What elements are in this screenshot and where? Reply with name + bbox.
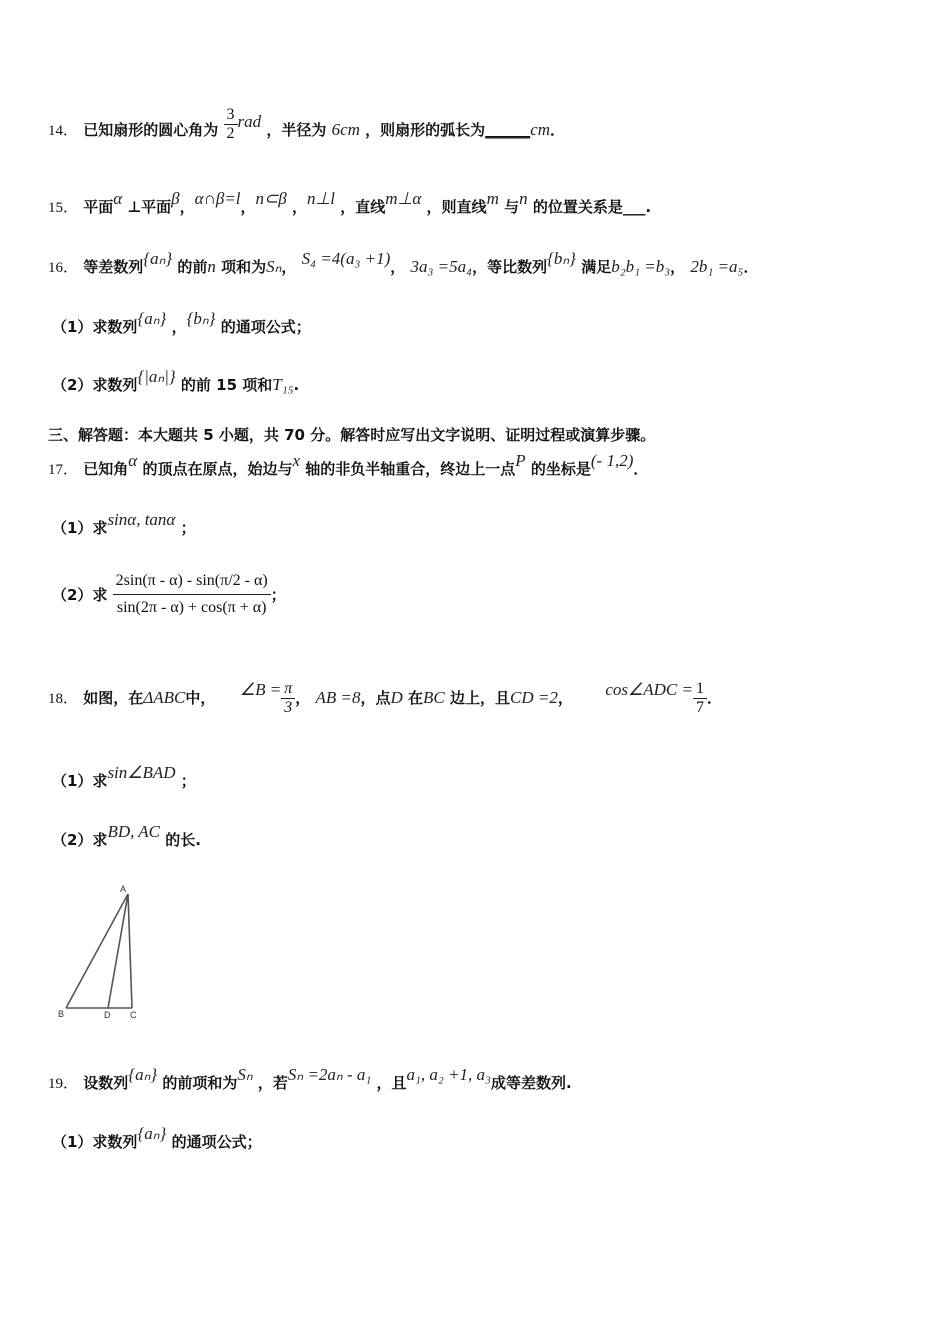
q17-part-1: （1）求sinα, tanα ； (52, 510, 196, 537)
q14-radius: 6cm (331, 120, 360, 139)
vertex-c-label: C (130, 1010, 137, 1020)
q16-part-2: （2）求数列{|aₙ|} 的前 15 项和T₁₅. (52, 367, 300, 394)
question-19: 19． 设数列{aₙ} 的前项和为Sₙ ，若Sₙ =2aₙ - a₁ ，且a₁, a₂ +1, a₃成等差数列. (48, 1065, 572, 1092)
triangle-figure (50, 880, 160, 1020)
vertex-d-label: D (104, 1010, 111, 1020)
q14-angle-fraction: $\frac{3}{2}$ (224, 106, 238, 143)
q14-text-3: ，则扇形的弧长为 (365, 121, 486, 139)
q17-number: 17． (48, 462, 79, 478)
q14-text-1: 已知扇形的圆心角为 (83, 121, 219, 139)
vertex-b-label: B (58, 1009, 65, 1019)
q16-number: 16． (48, 260, 79, 276)
question-17: 17． 已知角α 的顶点在原点，始边与x 轴的非负半轴重合，终边上一点P 的坐标是(- 1,2)． (48, 451, 649, 478)
side-ac (128, 894, 132, 1008)
q17-expression-fraction: $\frac{2\sin(\pi - \alpha) - \sin(\pi/2 - \alpha)}{\sin(2\pi - \alpha) + \cos(\pi + \alpha)}$ (113, 572, 271, 617)
section-3-heading: 三、解答题：本大题共 5 小题，共 70 分。解答时应写出文字说明、证明过程或演算步骤。 (48, 426, 656, 444)
q19-number: 19． (48, 1076, 79, 1092)
q14-unit-rad: rad (237, 112, 262, 131)
question-18: 18． 如图，在ΔABC中， ∠B = $\frac{\pi}{3}$ ， AB =8，点D 在BC 边上，且CD =2， cos∠ADC = $\frac{1}{7}$ ． (48, 680, 722, 716)
q14-unit-cm: cm (530, 120, 551, 139)
question-14: 14． 已知扇形的圆心角为 $\frac{3}{2}$ rad ，半径为 6cm ，则扇形的弧长为______cm． (48, 106, 566, 142)
q18-part-2: （2）求BD, AC 的长. (52, 822, 201, 849)
q15-number: 15． (48, 200, 79, 216)
q14-text-2: ，半径为 (266, 121, 327, 139)
q17-part-2: （2）求 $\frac{2\sin(\pi - \alpha) - \sin(\pi/2 - \alpha)}{\sin(2\pi - \alpha) + \cos(\pi + \alpha)}$ ； (52, 572, 286, 616)
question-15: 15． 平面α ⊥平面β，α∩β=l，n⊂β ，n⊥l ，直线m⊥α ，则直线m 与n 的位置关系是___. (48, 189, 652, 216)
q14-number: 14． (48, 123, 79, 139)
q18-part-1: （1）求sin∠BAD ； (52, 763, 196, 790)
q18-angle-fraction: $\frac{\pi}{3}$ (281, 680, 295, 717)
q19-part-1: （1）求数列{aₙ} 的通项公式； (52, 1124, 262, 1151)
q18-number: 18． (48, 691, 79, 707)
q16-part-1: （1）求数列{aₙ} ，{bₙ} 的通项公式； (52, 309, 311, 336)
q18-cos-fraction: $\frac{1}{7}$ (693, 680, 707, 717)
q14-answer-blank[interactable]: ______ (485, 121, 531, 139)
vertex-a-label: A (120, 884, 127, 894)
question-16: 16． 等差数列{aₙ} 的前n 项和为Sₙ， S₄ =4(a₃ +1)， 3a₃ =5a₄，等比数列{bₙ} 满足b₂b₁ =b₃， 2b₁ =a₅． (48, 249, 759, 276)
